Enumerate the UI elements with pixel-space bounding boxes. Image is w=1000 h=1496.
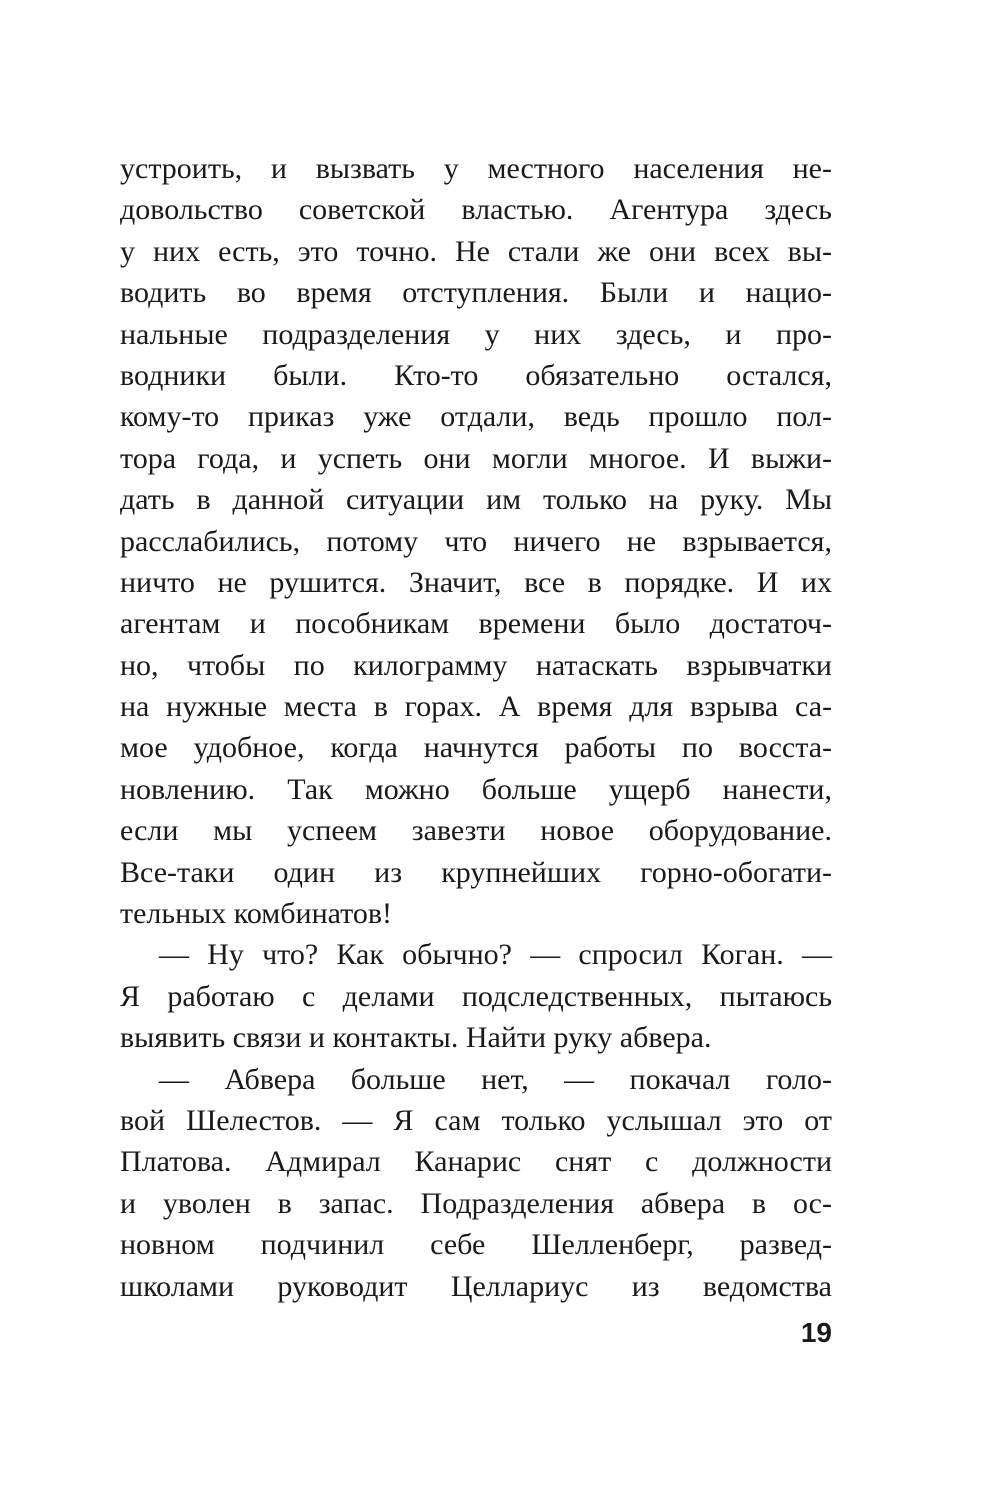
- body-text: [120, 148, 832, 1307]
- text-line: тельных комбинатов!: [120, 897, 393, 931]
- text-line: выявить связи и контакты. Найти руку абвера.: [120, 1021, 712, 1055]
- text-line: мое удобное, когда начнутся работы по восста-: [120, 731, 832, 765]
- text-line: кому-то приказ уже отдали, ведь прошло пол-: [120, 400, 832, 434]
- text-line: нальные подразделения у них здесь, и про-: [120, 317, 832, 351]
- text-line: устроить, и вызвать у местного населения не-: [120, 152, 832, 185]
- text-line: новлению. Так можно больше ущерб нанести,: [120, 772, 832, 806]
- page-number: 19: [800, 1317, 832, 1348]
- text-line: довольство советской властью. Агентура здесь: [120, 193, 832, 227]
- text-line: если мы успеем завезти новое оборудование.: [120, 814, 832, 848]
- text-line: и уволен в запас. Подразделения абвера в ос-: [120, 1186, 832, 1220]
- text-line: водники были. Кто-то обязательно остался,: [120, 358, 832, 392]
- text-line: — Абвера больше нет, — покачал голо-: [159, 1062, 832, 1096]
- text-line: у них есть, это точно. Не стали же они всех вы-: [120, 234, 832, 268]
- text-line: расслабились, потому что ничего не взрывается,: [120, 524, 832, 558]
- text-line: Платова. Адмирал Канарис снят с должности: [120, 1145, 832, 1179]
- text-line: агентам и пособникам времени было достаточ-: [120, 607, 832, 641]
- text-line: Все-таки один из крупнейших горно-обогати-: [120, 855, 832, 889]
- text-line: водить во время отступления. Были и нацио-: [120, 276, 832, 310]
- text-line: школами руководит Целлариус из ведомства: [120, 1269, 832, 1303]
- text-line: Я работаю с делами подследственных, пытаюсь: [120, 979, 832, 1013]
- text-line: тора года, и успеть они могли многое. И выжи-: [120, 441, 832, 475]
- text-line: на нужные места в горах. А время для взрыва са-: [120, 690, 832, 724]
- text-line: новном подчинил себе Шелленберг, развед-: [120, 1228, 832, 1262]
- text-line: вой Шелестов. — Я сам только услышал это от: [120, 1103, 832, 1137]
- text-line: — Ну что? Как обычно? — спросил Коган. —: [159, 938, 832, 972]
- text-line: ничто не рушится. Значит, все в порядке. И их: [120, 565, 832, 599]
- text-line: дать в данной ситуации им только на руку. Мы: [120, 483, 832, 517]
- text-line: но, чтобы по килограмму натаскать взрывчатки: [120, 648, 832, 682]
